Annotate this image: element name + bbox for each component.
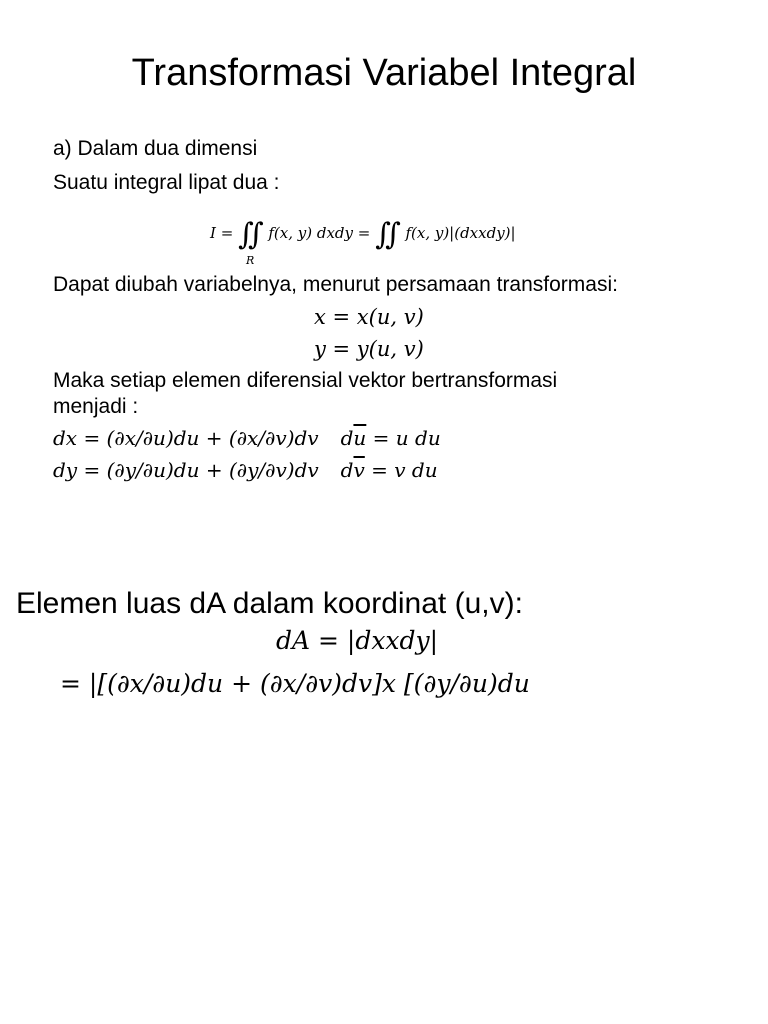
double-integral-symbol-2: ∬ — [375, 217, 389, 252]
integral-lhs: I = — [210, 224, 234, 242]
equation-x: x = x(u, v) — [314, 305, 424, 329]
equation-y: y = y(u, v) — [314, 337, 424, 361]
element-text-line-1: Maka setiap elemen diferensial vektor bertransformasi — [53, 369, 558, 392]
double-integral-equation — [210, 218, 516, 250]
equation-dv-bar-d: d — [340, 458, 354, 482]
equation-dv-bar-rest: = v du — [364, 458, 438, 482]
equation-dy: dy = (∂y/∂u)du + (∂y/∂v)dv — [53, 458, 319, 482]
section-heading: Elemen luas dA dalam koordinat (u,v): — [16, 587, 523, 620]
equation-du-bar-rest: = u du — [366, 426, 441, 450]
equation-dA: dA = |dxxdy| — [276, 626, 439, 655]
equation-dx: dx = (∂x/∂u)du + (∂x/∂v)dv — [53, 426, 319, 450]
change-variable-text: Dapat diubah variabelnya, menurut persamaan transformasi: — [53, 273, 618, 296]
element-text-line-2: menjadi : — [53, 395, 139, 418]
integral-rhs: f(x, y)|(dxxdy)| — [405, 224, 516, 242]
double-integral-symbol-1: ∬ — [238, 217, 252, 252]
equation-dA-expanded: = |[(∂x/∂u)du + (∂x/∂v)dv]x [(∂y/∂u)du — [60, 669, 530, 698]
equation-dx-row — [53, 424, 441, 452]
integral-middle: f(x, y) dxdy = — [268, 224, 371, 242]
equation-dy-row — [53, 456, 438, 484]
intro-text: Suatu integral lipat dua : — [53, 171, 280, 194]
list-item-a: a) Dalam dua dimensi — [53, 137, 258, 160]
integral-region-label: R — [246, 254, 255, 267]
equation-du-bar-u: $\overline{u}$ — [353, 426, 367, 450]
slide-title: Transformasi Variabel Integral — [131, 52, 637, 94]
equation-du-bar-d: d — [340, 426, 354, 450]
equation-dv-bar-v: $\overline{v}$ — [353, 458, 365, 482]
